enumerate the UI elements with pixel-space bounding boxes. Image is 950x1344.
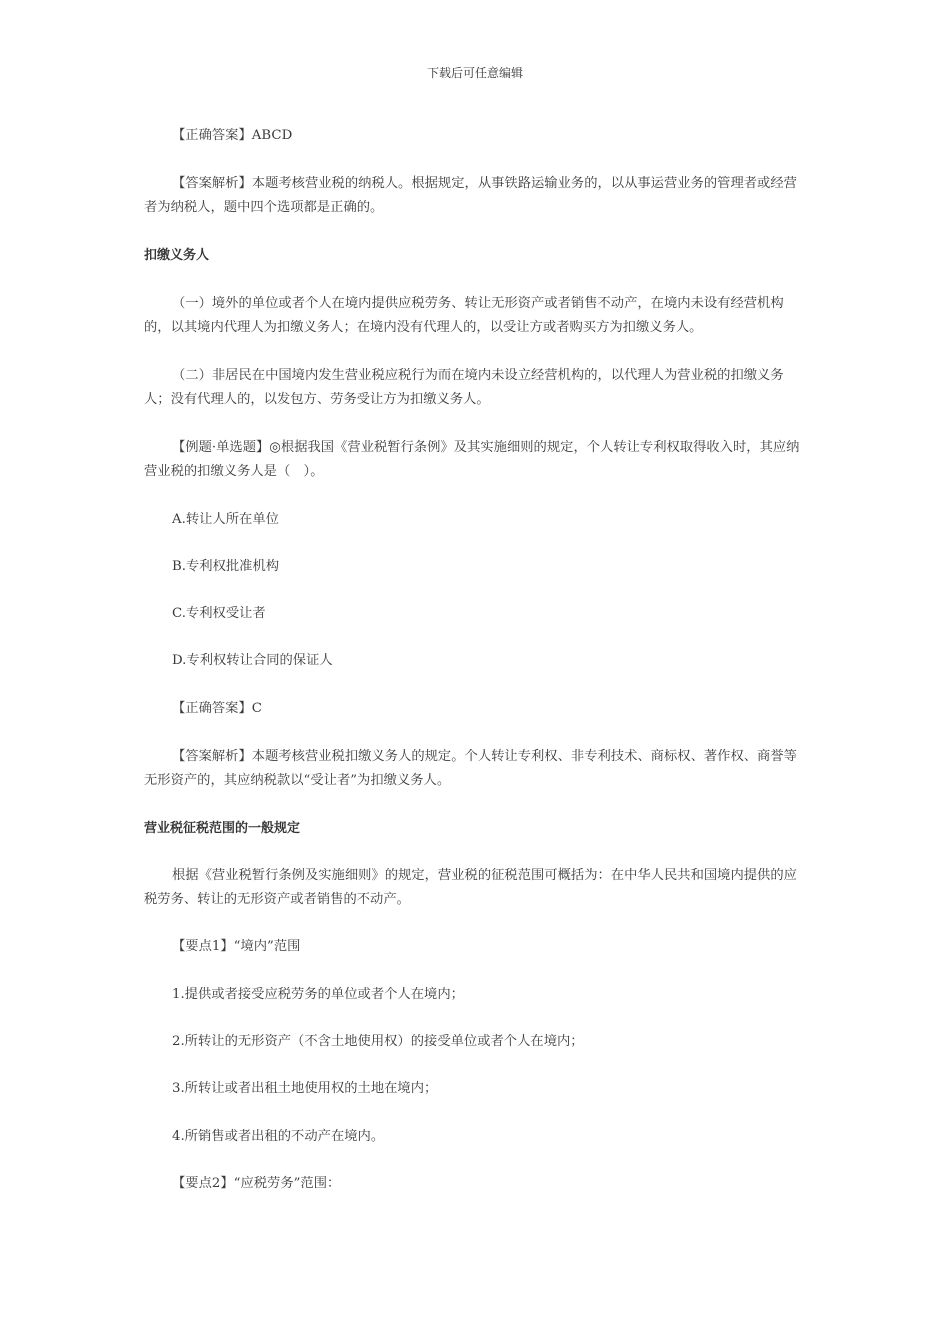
- answer-correct-2: 【正确答案】C: [172, 701, 262, 716]
- list-item-2: 2.所转让的无形资产（不含土地使用权）的接受单位或者个人在境内；: [172, 1034, 584, 1049]
- option-a: A.转让人所在单位: [172, 512, 279, 527]
- key-point-2: 【要点2】“应税劳务”范围：: [172, 1176, 341, 1191]
- rule-paragraph-1: （一）境外的单位或者个人在境内提供应税劳务、转让无形资产或者销售不动产，在境内未设有经营机构的，以其境内代理人为扣缴义务人；在境内没有代理人的，以受让方或者购买方为扣缴义务人。: [144, 296, 784, 335]
- section-heading-scope: 营业税征税范围的一般规定: [144, 821, 301, 836]
- example-question: 【例题·单选题】◎根据我国《营业税暂行条例》及其实施细则的规定，个人转让专利权取得收入时，其应纳营业税的扣缴义务人是（ ）。: [144, 440, 800, 479]
- section-heading-withholding-agent: 扣缴义务人: [144, 248, 210, 263]
- list-item-4: 4.所销售或者出租的不动产在境内。: [172, 1129, 385, 1144]
- option-d: D.专利权转让合同的保证人: [172, 653, 333, 668]
- list-item-3: 3.所转让或者出租土地使用权的土地在境内；: [172, 1081, 438, 1096]
- answer-analysis-2: 【答案解析】本题考核营业税扣缴义务人的规定。个人转让专利权、非专利技术、商标权、著作权、商誉等无形资产的，其应纳税款以“受让者”为扣缴义务人。: [144, 749, 797, 788]
- page-header: 下载后可任意编辑: [426, 66, 523, 80]
- answer-correct-1: 【正确答案】ABCD: [172, 128, 293, 143]
- option-c: C.专利权受让者: [172, 606, 266, 621]
- option-b: B.专利权批准机构: [172, 559, 280, 574]
- rule-paragraph-2: （二）非居民在中国境内发生营业税应税行为而在境内未设立经营机构的，以代理人为营业税的扣缴义务人；没有代理人的，以发包方、劳务受让方为扣缴义务人。: [144, 368, 784, 407]
- scope-paragraph: 根据《营业税暂行条例及实施细则》的规定，营业税的征税范围可概括为：在中华人民共和国境内提供的应税劳务、转让的无形资产或者销售的不动产。: [144, 868, 797, 907]
- key-point-1: 【要点1】“境内”范围: [172, 939, 301, 954]
- list-item-1: 1.提供或者接受应税劳务的单位或者个人在境内；: [172, 987, 464, 1002]
- answer-analysis-1: 【答案解析】本题考核营业税的纳税人。根据规定，从事铁路运输业务的，以从事运营业务的管理者或经营者为纳税人，题中四个选项都是正确的。: [144, 176, 797, 215]
